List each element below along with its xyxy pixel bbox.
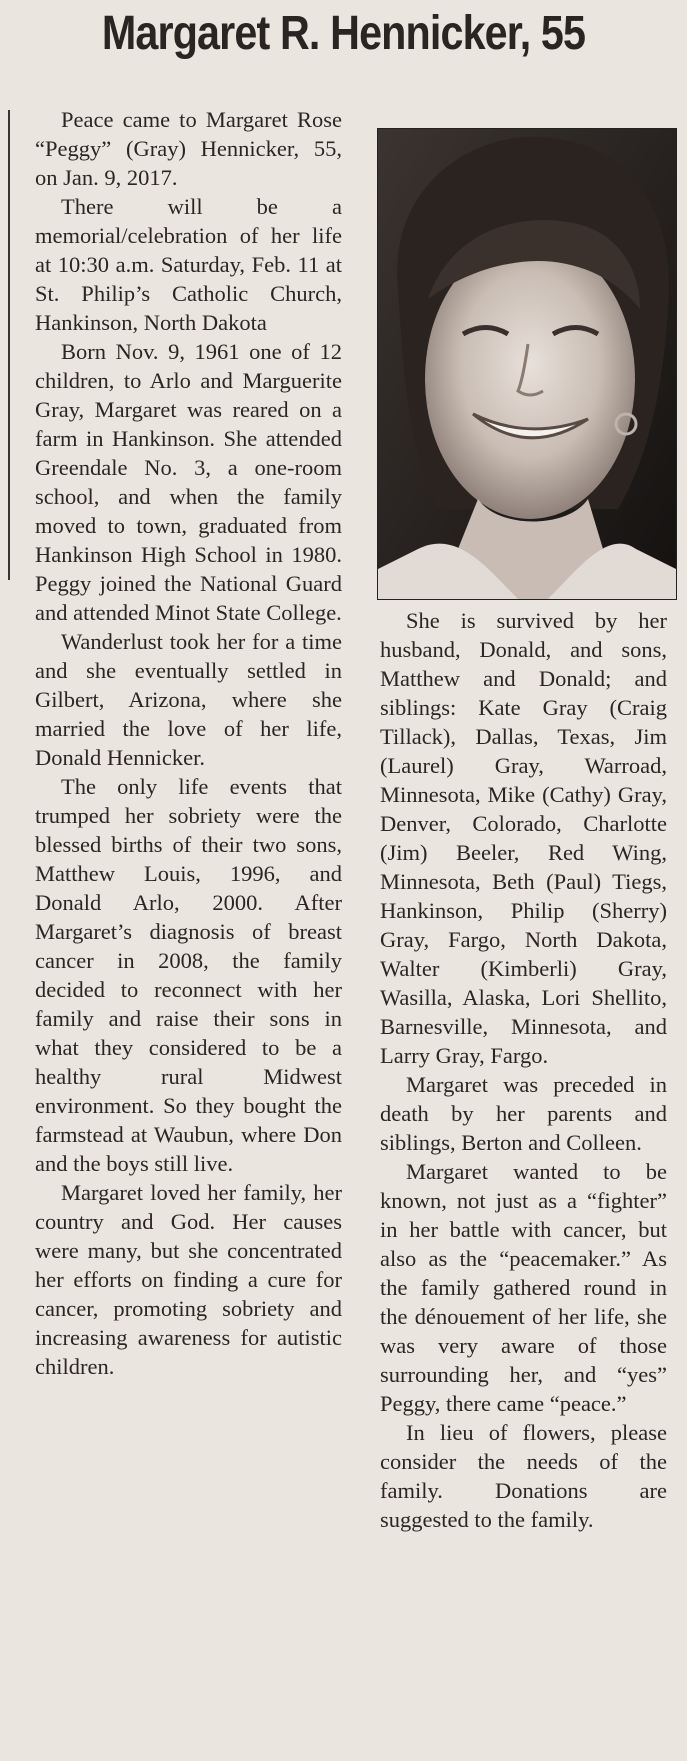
paragraph-survivors: She is survived by her husband, Donald, and sons, Matthew and Donald; and siblings: Kate Gray (Craig Tillack), Dallas, Texas, Jim (Laurel) Gray, Warroad, Minnesota, Mike (Cathy) Gray, Denver, Colorado, Charlotte (Jim) Beeler, Red Wing, Minnesota, Beth (Paul) Tiegs, Hankinson, Philip (Sherry) Gray, Fargo, North Dakota, Walter (Kimberli) Gray, Wasilla, Alaska, Lori Shellito, Barnesville, Minnesota, and Larry Gray, Fargo. — [380, 608, 667, 1068]
obituary-headline: Margaret R. Hennicker, 55 — [101, 7, 586, 60]
paragraph-memorial: There will be a memorial/celebration of her life at 10:30 a.m. Saturday, Feb. 11 at St. Philip’s Catholic Church, Hankinson, North Dakota — [35, 194, 342, 335]
portrait-image — [378, 129, 676, 599]
column-rule — [8, 110, 10, 580]
left-column — [35, 105, 342, 1381]
paragraph-preceded: Margaret was preceded in death by her parents and siblings, Berton and Colleen. — [380, 1072, 667, 1155]
paragraph-causes: Margaret loved her family, her country and God. Her causes were many, but she concentrated her efforts on finding a cure for cancer, promoting sobriety and increasing awareness for autistic children. — [35, 1180, 342, 1379]
paragraph-death-notice: Peace came to Margaret Rose “Peggy” (Gray) Hennicker, 55, on Jan. 9, 2017. — [35, 107, 342, 190]
portrait-photo — [377, 128, 677, 600]
paragraph-flowers: In lieu of flowers, please consider the needs of the family. Donations are suggested to the family. — [380, 1420, 667, 1532]
paragraph-family-life: The only life events that trumped her sobriety were the blessed births of their two sons, Matthew Louis, 1996, and Donald Arlo, 2000. After Margaret’s diagnosis of breast cancer in 2008, the family decided to reconnect with her family and raise their sons in what they considered to be a healthy rural Midwest environment. So they bought the farmstead at Waubun, where Don and the boys still live. — [35, 774, 342, 1176]
paragraph-early-life: Born Nov. 9, 1961 one of 12 children, to Arlo and Marguerite Gray, Margaret was reared on a farm in Hankinson. She attended Greendale No. 3, a one-room school, and when the family moved to town, graduated from Hankinson High School in 1980. Peggy joined the National Guard and attended Minot State College. — [35, 339, 342, 625]
right-column — [380, 606, 667, 1534]
paragraph-peacemaker: Margaret wanted to be known, not just as a “fighter” in her battle with cancer, but also as the “peacemaker.” As the family gathered round in the dénouement of her life, she was very aware of those surrounding her, and “yes” Peggy, there came “peace.” — [380, 1159, 667, 1416]
paragraph-wanderlust: Wanderlust took her for a time and she eventually settled in Gilbert, Arizona, where she married the love of her life, Donald Hennicker. — [35, 629, 342, 770]
